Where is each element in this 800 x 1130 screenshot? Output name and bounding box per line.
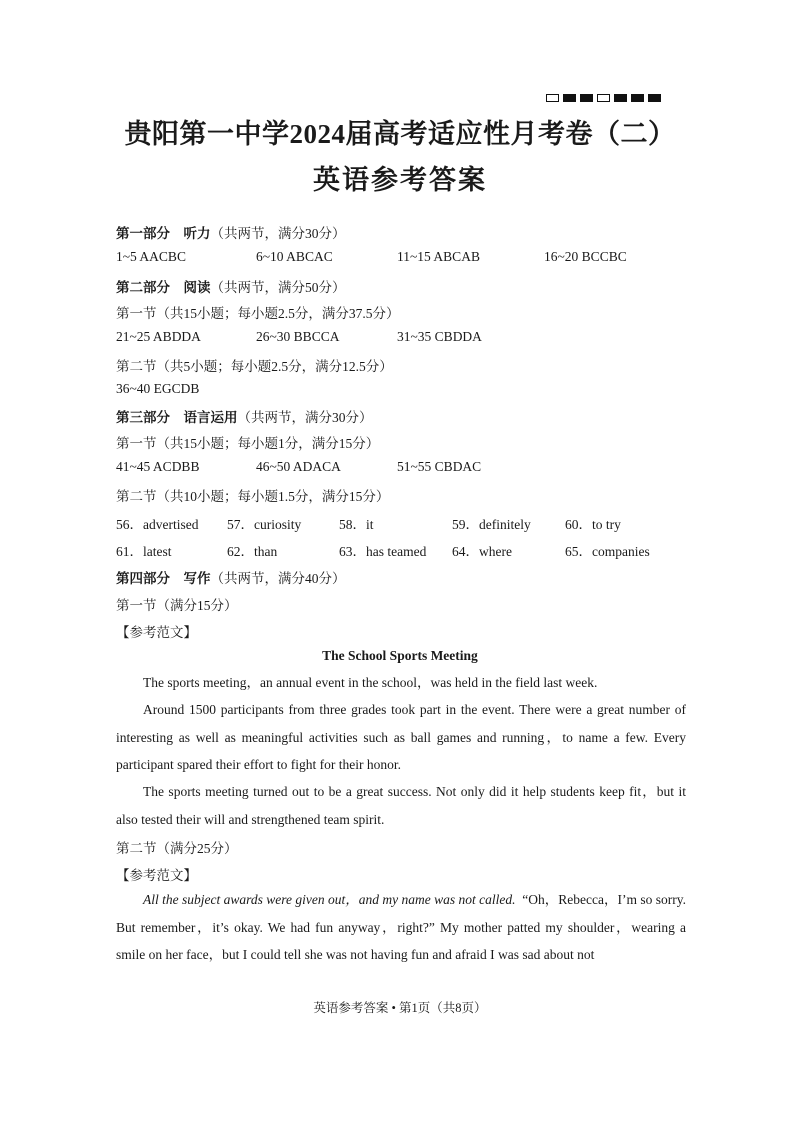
part3-section2: 第二节（共10小题；每小题1.5分，满分15分） xyxy=(116,489,390,504)
page-subtitle: 英语参考答案 xyxy=(313,165,487,195)
essay-text: The sports meeting，an annual event in the school，was held in the field last week. xyxy=(143,675,598,690)
page-title: 贵阳第一中学2024届高考适应性月考卷（二） xyxy=(124,119,676,149)
mark-filled xyxy=(580,94,593,102)
answer-group: 6~10 ABCAC xyxy=(256,249,333,264)
mark-filled xyxy=(648,94,661,102)
part2-note: （共两节，满分50分） xyxy=(210,280,346,295)
answer-group: 31~35 CBDDA xyxy=(397,329,482,344)
part1-note: （共两节，满分30分） xyxy=(210,226,346,241)
answer-group: 16~20 BCCBC xyxy=(544,249,627,264)
reference-label: 【参考范文】 xyxy=(116,625,197,640)
essay-text: The sports meeting turned out to be a great success. Not only did it help students keep fit，but it also tested their will and strengthened team spirit. xyxy=(116,784,686,827)
fill-answer: 64．where xyxy=(452,544,512,559)
part2-section1: 第一节（共15小题；每小题2.5分，满分37.5分） xyxy=(116,306,400,321)
fill-answer: 62．than xyxy=(227,544,278,559)
answer-group: 11~15 ABCAB xyxy=(397,249,480,264)
mark-outline xyxy=(546,94,559,102)
part4-heading xyxy=(116,567,346,587)
part4-section2: 第二节（满分25分） xyxy=(116,841,238,856)
answer-group: 26~30 BBCCA xyxy=(256,329,340,344)
part4-section1: 第一节（满分15分） xyxy=(116,598,238,613)
mark-outline xyxy=(597,94,610,102)
continuation-paragraph xyxy=(116,886,686,969)
header-marks xyxy=(546,94,665,103)
fill-answer: 61．latest xyxy=(116,544,172,559)
part1-name: 第一部分 听力 xyxy=(116,226,211,241)
part3-name: 第三部分 语言运用 xyxy=(116,410,238,425)
answer-group: 51~55 CBDAC xyxy=(397,459,482,474)
part1-heading xyxy=(116,222,346,242)
part4-note: （共两节，满分40分） xyxy=(210,571,346,586)
mark-filled xyxy=(614,94,627,102)
fill-answer: 65．companies xyxy=(565,544,650,559)
part2-heading xyxy=(116,276,346,296)
answer-group: 1~5 AACBC xyxy=(116,249,186,264)
essay-paragraph xyxy=(116,669,686,697)
essay-title: The School Sports Meeting xyxy=(322,648,478,663)
fill-answer: 58．it xyxy=(339,517,374,532)
essay-paragraph xyxy=(116,778,686,833)
fill-answer: 56．advertised xyxy=(116,517,199,532)
part3-heading xyxy=(116,406,373,426)
mark-filled xyxy=(563,94,576,102)
continuation-opening: All the subject awards were given out，and my name was not called. xyxy=(143,892,516,907)
fill-answer: 57．curiosity xyxy=(227,517,302,532)
answer-group: 36~40 EGCDB xyxy=(116,381,200,396)
essay-text: Around 1500 participants from three grades took part in the event. There were a great number of interesting as well as meaningful activities such as ball games and running，to name a few. Every participant spared their effort to fight for their honor. xyxy=(116,702,686,772)
page-footer: 英语参考答案 • 第1页（共8页） xyxy=(313,1001,487,1015)
reference-label: 【参考范文】 xyxy=(116,868,197,883)
part3-section1: 第一节（共15小题；每小题1分，满分15分） xyxy=(116,436,380,451)
fill-answer: 63．has teamed xyxy=(339,544,427,559)
answer-group: 21~25 ABDDA xyxy=(116,329,201,344)
part2-section2: 第二节（共5小题；每小题2.5分，满分12.5分） xyxy=(116,359,393,374)
answer-group: 46~50 ADACA xyxy=(256,459,341,474)
answer-group: 41~45 ACDBB xyxy=(116,459,200,474)
essay-paragraph xyxy=(116,696,686,779)
part3-note: （共两节，满分30分） xyxy=(237,410,373,425)
part4-name: 第四部分 写作 xyxy=(116,571,211,586)
part2-name: 第二部分 阅读 xyxy=(116,280,211,295)
continuation-text: “Oh，Rebecca，I’m so sorry. But remember，it’s okay. We had fun anyway，right?” My mother patted my shoulder，wearing a smile on her face，but I could tell she was not having fun and afraid I was sad about not xyxy=(116,892,687,962)
fill-answer: 59．definitely xyxy=(452,517,531,532)
fill-answer: 60．to try xyxy=(565,517,621,532)
mark-filled xyxy=(631,94,644,102)
